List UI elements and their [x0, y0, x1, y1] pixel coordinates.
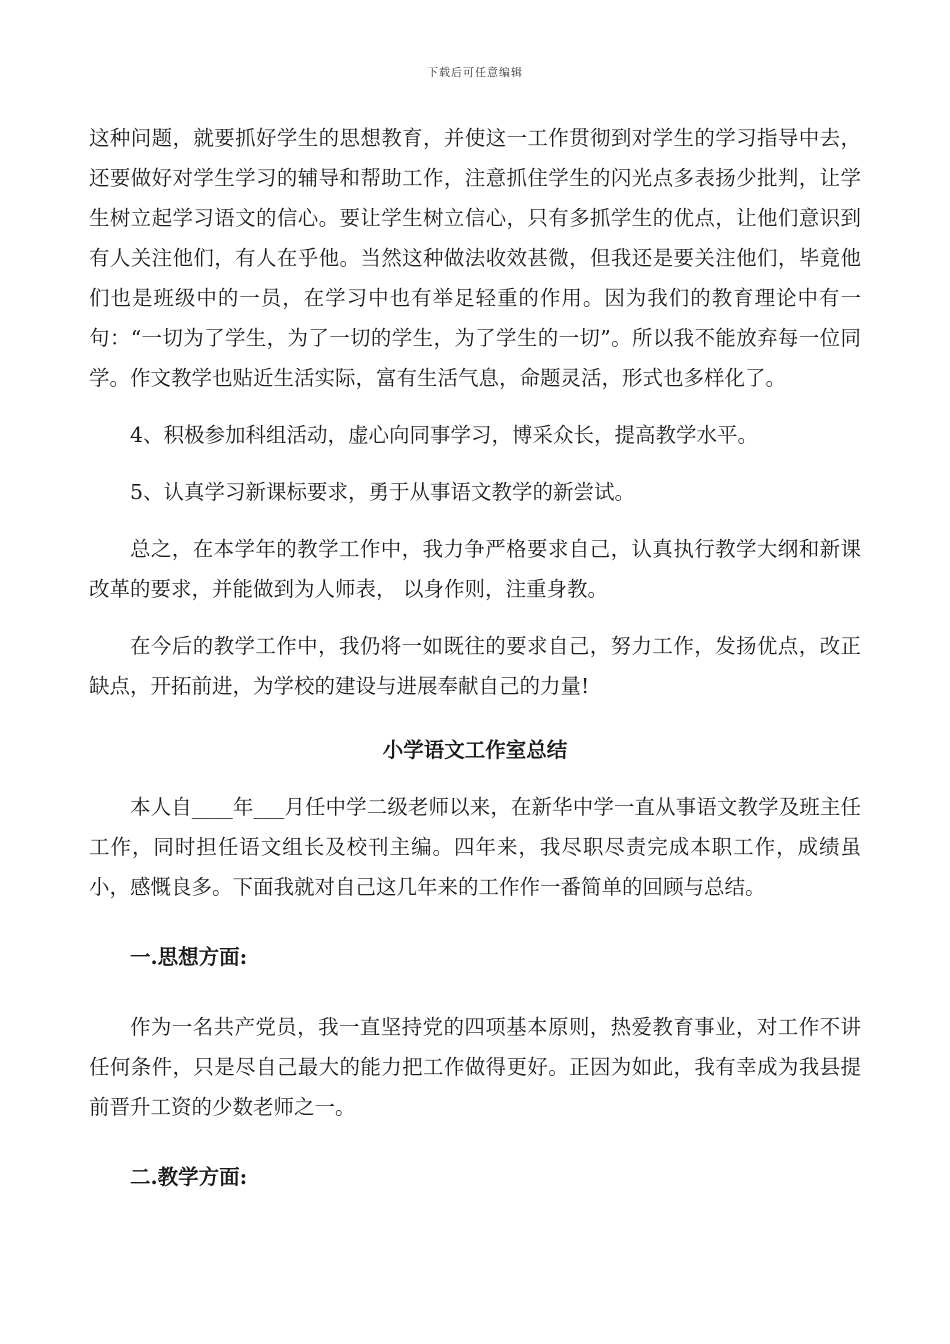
paragraph-item-5: 5、认真学习新课标要求，勇于从事语文教学的新尝试。	[130, 480, 636, 504]
paragraph-student-education: 这种问题，就要抓好学生的思想教育，并使这一工作贯彻到对学生的学习指导中去，还要做好对学生学习的辅导和帮助工作，注意抓住学生的闪光点多表扬少批判，让学生树立起学习语文的信心。要让学生树立信心，只有多抓学生的优点，让他们意识到有人关注他们，有人在乎他。当然这种做法收效甚微，但我还是要关注他们，毕竟他们也是班级中的一员，在学习中也有举足轻重的作用。因为我们的教育理论中有一句：“一切为了学生，为了一切的学生，为了学生的一切”。所以我不能放弃每一位同学。作文教学也贴近生活实际，富有生活气息，命题灵活，形式也多样化了。	[89, 126, 861, 390]
paragraph-intro: 本人自____年___月任中学二级老师以来，在新华中学一直从事语文教学及班主任工作，同时担任语文组长及校刊主编。四年来，我尽职尽责完成本职工作，成绩虽小，感慨良多。下面我就对自己这几年来的工作作一番简单的回顾与总结。	[89, 795, 861, 899]
section-heading-thought: 一.思想方面:	[130, 945, 248, 969]
paragraph-summary: 总之，在本学年的教学工作中，我力争严格要求自己，认真执行教学大纲和新课改革的要求，并能做到为人师表， 以身作则，注重身教。	[89, 537, 861, 601]
page-header-note: 下载后可任意编辑	[427, 66, 523, 79]
document-body	[89, 118, 861, 1197]
paragraph-thought: 作为一名共产党员，我一直坚持党的四项基本原则，热爱教育事业，对工作不讲任何条件，只是尽自己最大的能力把工作做得更好。正因为如此，我有幸成为我县提前晋升工资的少数老师之一。	[89, 1015, 861, 1119]
paragraph-future: 在今后的教学工作中，我仍将一如既往的要求自己，努力工作，发扬优点，改正缺点，开拓前进，为学校的建设与进展奉献自己的力量!	[89, 634, 861, 698]
paragraph-item-4: 4、积极参加科组活动，虚心向同事学习，博采众长，提高教学水平。	[130, 423, 759, 447]
section-heading-teaching: 二.教学方面:	[130, 1165, 248, 1189]
document-title: 小学语文工作室总结	[382, 738, 568, 762]
